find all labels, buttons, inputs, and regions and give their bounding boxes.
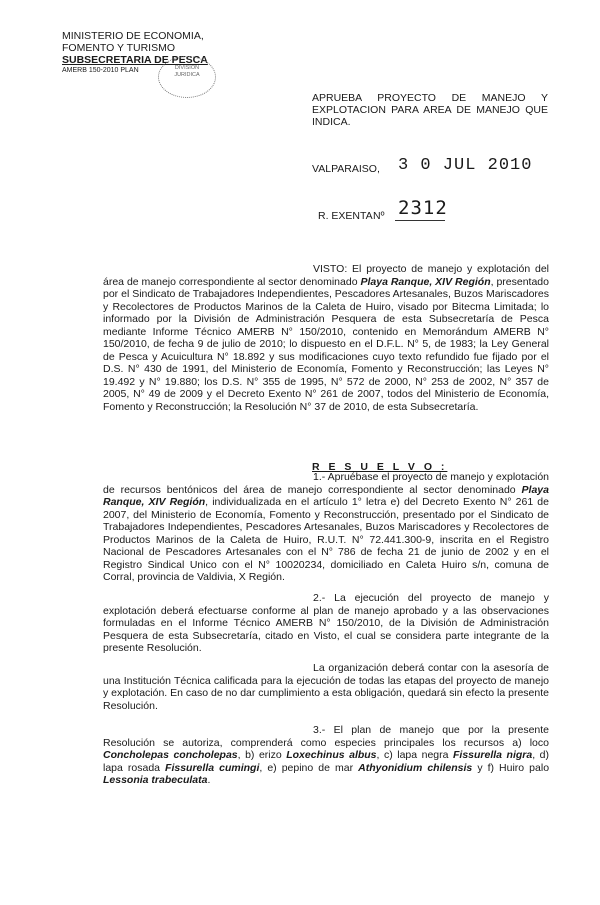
article-1-lead: 1.- Apruébase el proyecto de manejo y [313, 471, 493, 483]
article-2: 2.- La ejecución del proyecto de manejo y explotación deberá efectuarse conforme al plan de manejo aprobado y a las observaciones formuladas en el Informe Técnico AMERB N° 150/2010, de la División de Administración Pesquera de esta Subsecretaría, citado en Visto, el cual se considera parte integrante de la presente Resolución. [103, 592, 549, 654]
subsecretaria-name: SUBSECRETARIA DE PESCA [62, 54, 208, 66]
resuelvo-heading: R E S U E L V O : [312, 461, 448, 473]
article-3: 3.- El plan de manejo que por la presente Resolución se autoriza, comprenderá como especies principales los recursos a) loco Concholepas concholepas, b) erizo Loxechinus albus, c) lapa negra Fissurella nigra, d) lapa rosada Fissurella cumingi, e) pepino de mar Athyonidium chilensis y f) Huiro palo Lessonia trabeculata. [103, 724, 550, 786]
division-juridica-stamp: DIVISION JURIDICA [158, 56, 216, 98]
resolution-label: R. EXENTA [318, 210, 373, 222]
species-name: Loxechinus albus [286, 749, 377, 761]
resolution-number-label: Nº [373, 210, 385, 222]
article-3-lead: 3.- El plan de manejo que por la presente [313, 724, 549, 736]
visto-lead: VISTO: [313, 263, 348, 275]
article-1: 1.- Apruébase el proyecto de manejo y explotación de recursos bentónicos del área de manejo correspondiente al sector denominado Playa Ranque, XIV Región, individualizada en el artículo 1° letra e) del Decreto Exento N° 261 de 2007, del Ministerio de Economía, Fomento y Reconstrucción, presentado por el Sindicato de Trabajadores Independientes, Pescadores Artesanales, Buzos Mariscadores y Recolectores de Productos Marinos de la Caleta de Huiro, R.U.T. N° 72.441.300-9, inscrita en el Registro Nacional de Pescadores Artesanales con el N° 786 de fecha 21 de junio de 2002 y en el Registro Sindical Unico con el N° 10020234, domiciliado en Caleta Huiro s/n, comuna de Corral, provincia de Valdivia, X Región. [103, 471, 550, 583]
ministry-name-line1: MINISTERIO DE ECONOMIA, [62, 30, 204, 42]
species-name: Lessonia trabeculata [103, 774, 208, 786]
resolution-subject: APRUEBA PROYECTO DE MANEJO Y EXPLOTACION PARA AREA DE MANEJO QUE INDICA. [312, 92, 548, 128]
site-name: Playa Ranque, XIV Región [360, 275, 491, 288]
visto-paragraph: VISTO: El proyecto de manejo y explotación del área de manejo correspondiente al sector denominado Playa Ranque, XIV Región, presentado por el Sindicato de Trabajadores Independientes, Pescadores Artesanales, Buzos Mariscadores y Recolectores de Productos Marinos de la Caleta de Huiro, visado por Bitecma Limitada; lo informado por la División de Administración Pesquera de esta Subsecretaría de Pesca mediante Informe Técnico AMERB N° 150/2010, contenido en Memorándum AMERB N° 150/2010, de fecha 9 de julio de 2010; lo dispuesto en el D.F.L. N° 5, de 1983; la Ley General de Pesca y Acuicultura N° 18.892 y sus modificaciones cuyo texto refundido fue fijado por el D.S. N° 430 de 1991, del Ministerio de Economía, Fomento y Reconstrucción; las Leyes N° 19.492 y N° 19.880; los D.S. N° 355 de 1995, N° 572 de 2000, N° 253 de 2002, N° 357 de 2005, N° 49 de 2009 y el Decreto Exento N° 261 de 2007, todos del Ministerio de Economía, Fomento y Reconstrucción; la Resolución N° 37 de 2010, de esta Subsecretaría. [103, 263, 549, 413]
article-2-paragraph-2: La organización deberá contar con la asesoría de una Institución Técnica calificada para la ejecución de todas las etapas del proyecto de manejo y explotación. En caso de no dar cumplimiento a esta obligación, quedará sin efecto la presente Resolución. [103, 662, 549, 712]
resolution-number: 2312 [398, 197, 448, 219]
ministry-name-line2: FOMENTO Y TURISMO [62, 42, 175, 54]
site-name: Playa Ranque, XIV Región [103, 483, 549, 508]
document-reference: AMERB 150-2010 PLAN [62, 67, 139, 74]
species-name: Fissurella cumingi [165, 761, 260, 774]
resolution-number-underline [395, 220, 445, 221]
species-name: Fissurella nigra [453, 749, 533, 761]
species-name: Athyonidium chilensis [358, 761, 473, 774]
place: VALPARAISO, [312, 163, 380, 175]
species-name: Concholepas concholepas [103, 749, 238, 761]
date-stamp: 3 0 JUL 2010 [398, 156, 533, 175]
article-2-lead: 2.- La ejecución del proyecto de manejo y [313, 592, 549, 604]
